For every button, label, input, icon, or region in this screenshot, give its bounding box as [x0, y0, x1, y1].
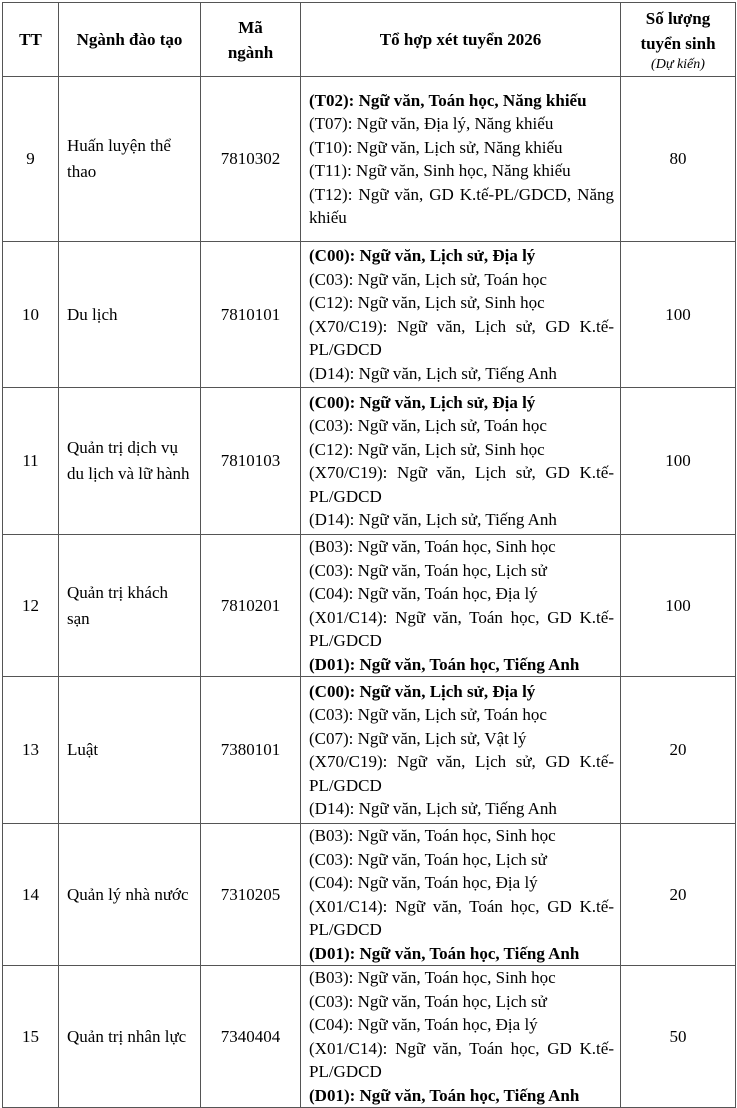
table-row — [3, 677, 736, 824]
cell-code: 7380101 — [201, 677, 301, 824]
table-row — [3, 388, 736, 535]
combination-line: (C00): Ngữ văn, Lịch sử, Địa lý — [309, 392, 536, 412]
cell-code: 7810103 — [201, 388, 301, 535]
admissions-table — [2, 2, 736, 1108]
table-row — [3, 824, 736, 966]
combination-line: (T10): Ngữ văn, Lịch sử, Năng khiếu — [309, 137, 563, 157]
table-row — [3, 535, 736, 677]
combination-line: (B03): Ngữ văn, Toán học, Sinh học — [309, 537, 556, 556]
combination-line: (D14): Ngữ văn, Lịch sử, Tiếng Anh — [309, 799, 557, 818]
admissions-table-container — [2, 2, 735, 1105]
combination-line: (D01): Ngữ văn, Toán học, Tiếng Anh — [309, 1085, 580, 1105]
combination-line: (B03): Ngữ văn, Toán học, Sinh học — [309, 826, 556, 845]
table-row — [3, 242, 736, 388]
combination-line: (X01/C14): Ngữ văn, Toán học, GD K.tế-PL/GDCD — [309, 1038, 614, 1081]
combination-line: (C12): Ngữ văn, Lịch sử, Sinh học — [309, 293, 545, 312]
combination-line: (D01): Ngữ văn, Toán học, Tiếng Anh — [309, 654, 580, 674]
header-quota-note: (Dự kiến) — [651, 56, 705, 72]
cell-tt: 9 — [3, 77, 59, 242]
cell-major: Huấn luyện thể thao — [59, 77, 201, 242]
combination-line: (B03): Ngữ văn, Toán học, Sinh học — [309, 968, 556, 987]
cell-quota: 100 — [621, 388, 736, 535]
combination-line: (C03): Ngữ văn, Toán học, Lịch sử — [309, 849, 547, 869]
table-header-row — [3, 3, 736, 77]
cell-code: 7810201 — [201, 535, 301, 677]
cell-quota: 50 — [621, 966, 736, 1108]
combination-line: (X70/C19): Ngữ văn, Lịch sử, GD K.tế-PL/GDCD — [309, 463, 614, 506]
table-row — [3, 77, 736, 242]
combination-line: (D14): Ngữ văn, Lịch sử, Tiếng Anh — [309, 363, 557, 383]
cell-combinations — [301, 966, 621, 1108]
cell-tt: 15 — [3, 966, 59, 1108]
combination-line: (T12): Ngữ văn, GD K.tế-PL/GDCD, Năng khiếu — [309, 184, 614, 227]
combination-line: (X01/C14): Ngữ văn, Toán học, GD K.tế-PL/GDCD — [309, 896, 614, 939]
cell-quota: 20 — [621, 824, 736, 966]
combination-line: (D01): Ngữ văn, Toán học, Tiếng Anh — [309, 943, 580, 963]
cell-code: 7810101 — [201, 242, 301, 388]
cell-tt: 13 — [3, 677, 59, 824]
cell-major: Quản lý nhà nước — [59, 824, 201, 966]
combination-line: (T02): Ngữ văn, Toán học, Năng khiếu — [309, 90, 587, 110]
header-quota-label: Số lượng tuyển sinh — [640, 8, 716, 53]
header-tt: TT — [3, 3, 59, 77]
cell-code: 7340404 — [201, 966, 301, 1108]
cell-combinations — [301, 77, 621, 242]
cell-combinations — [301, 388, 621, 535]
combination-line: (T07): Ngữ văn, Địa lý, Năng khiếu — [309, 114, 554, 133]
cell-tt: 11 — [3, 388, 59, 535]
cell-tt: 14 — [3, 824, 59, 966]
cell-quota: 100 — [621, 535, 736, 677]
cell-combinations — [301, 677, 621, 824]
cell-major: Du lịch — [59, 242, 201, 388]
combination-line: (D14): Ngữ văn, Lịch sử, Tiếng Anh — [309, 510, 557, 529]
combination-line: (X01/C14): Ngữ văn, Toán học, GD K.tế-PL/GDCD — [309, 607, 614, 650]
cell-code: 7310205 — [201, 824, 301, 966]
cell-major: Quản trị khách sạn — [59, 535, 201, 677]
combination-line: (X70/C19): Ngữ văn, Lịch sử, GD K.tế-PL/GDCD — [309, 752, 614, 795]
combination-line: (C03): Ngữ văn, Toán học, Lịch sử — [309, 991, 547, 1011]
combination-line: (T11): Ngữ văn, Sinh học, Năng khiếu — [309, 161, 571, 180]
combination-line: (C00): Ngữ văn, Lịch sử, Địa lý — [309, 246, 536, 265]
header-quota — [621, 3, 736, 77]
combination-line: (C04): Ngữ văn, Toán học, Địa lý — [309, 584, 538, 603]
cell-quota: 100 — [621, 242, 736, 388]
combination-line: (C04): Ngữ văn, Toán học, Địa lý — [309, 873, 538, 892]
cell-combinations — [301, 242, 621, 388]
cell-tt: 10 — [3, 242, 59, 388]
cell-combinations — [301, 535, 621, 677]
combination-line: (C12): Ngữ văn, Lịch sử, Sinh học — [309, 439, 545, 459]
cell-combinations — [301, 824, 621, 966]
combination-line: (C04): Ngữ văn, Toán học, Địa lý — [309, 1015, 538, 1034]
header-code: Mã ngành — [201, 3, 301, 77]
header-combinations: Tổ hợp xét tuyển 2026 — [301, 3, 621, 77]
table-body — [3, 77, 736, 1108]
table-row — [3, 966, 736, 1108]
combination-line: (C03): Ngữ văn, Lịch sử, Toán học — [309, 705, 547, 724]
cell-major: Quản trị dịch vụ du lịch và lữ hành — [59, 388, 201, 535]
combination-line: (C00): Ngữ văn, Lịch sử, Địa lý — [309, 681, 536, 701]
cell-quota: 20 — [621, 677, 736, 824]
header-major: Ngành đào tạo — [59, 3, 201, 77]
combination-line: (X70/C19): Ngữ văn, Lịch sử, GD K.tế-PL/GDCD — [309, 316, 614, 359]
combination-line: (C03): Ngữ văn, Lịch sử, Toán học — [309, 269, 547, 289]
cell-major: Quản trị nhân lực — [59, 966, 201, 1108]
cell-code: 7810302 — [201, 77, 301, 242]
combination-line: (C03): Ngữ văn, Toán học, Lịch sử — [309, 560, 547, 580]
cell-quota: 80 — [621, 77, 736, 242]
combination-line: (C07): Ngữ văn, Lịch sử, Vật lý — [309, 728, 527, 748]
cell-major: Luật — [59, 677, 201, 824]
cell-tt: 12 — [3, 535, 59, 677]
combination-line: (C03): Ngữ văn, Lịch sử, Toán học — [309, 416, 547, 435]
